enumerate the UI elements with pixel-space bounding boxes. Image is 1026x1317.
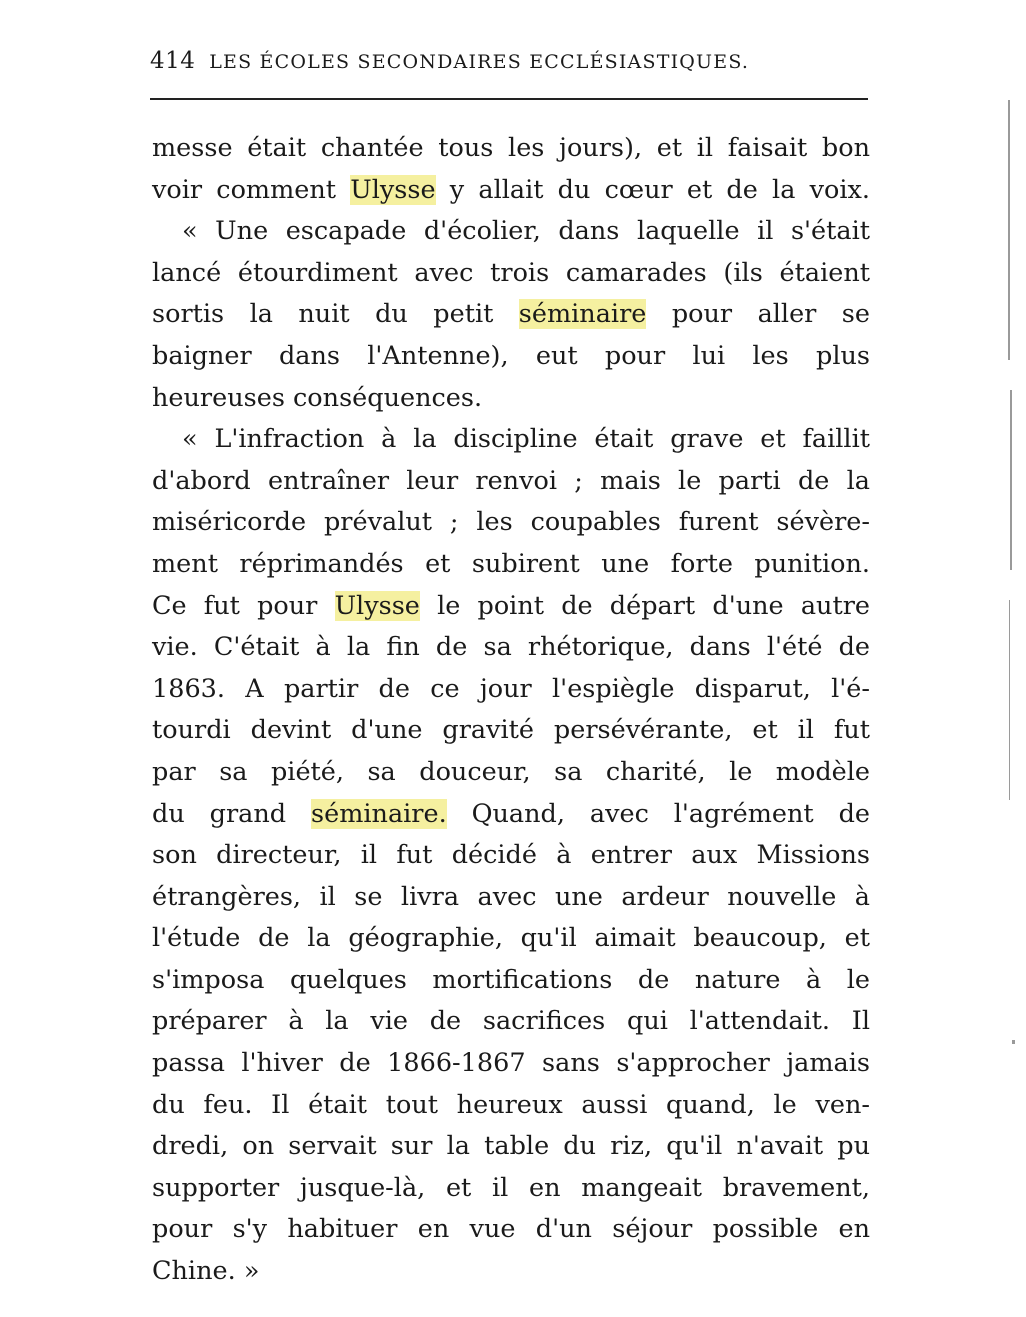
text-line	[152, 461, 870, 503]
text-run: du grand	[152, 798, 312, 829]
text-run: pour s'y habituer en vue d'un séjour possible en	[152, 1214, 870, 1245]
text-line	[152, 253, 870, 295]
text-run: par sa piété, sa douceur, sa charité, le modèle	[152, 756, 870, 787]
page-header	[150, 48, 870, 74]
running-title: LES ÉCOLES SECONDAIRES ECCLÉSIASTIQUES.	[209, 51, 750, 73]
text-run: étrangères, il se livra avec une ardeur nouvelle à	[152, 881, 870, 912]
header-rule	[150, 98, 868, 100]
text-line	[152, 877, 870, 919]
text-line	[152, 419, 870, 461]
text-run: sortis la nuit du petit	[152, 299, 519, 330]
text-run: dredi, on servait sur la table du riz, qu'il n'avait pu	[152, 1131, 870, 1162]
text-run: miséricorde prévalut ; les coupables furent sévère-	[152, 507, 870, 538]
text-run: tourdi devint d'une gravité persévérante, et il fut	[152, 715, 870, 746]
text-line	[152, 710, 870, 752]
text-line	[152, 918, 870, 960]
text-line	[152, 1085, 870, 1127]
text-line	[152, 294, 870, 336]
text-run: ment réprimandés et subirent une forte punition.	[152, 548, 870, 579]
text-run: « L'infraction à la discipline était grave et faillit	[182, 424, 870, 455]
text-line	[152, 960, 870, 1002]
text-run: Quand, avec l'agrément de	[446, 798, 870, 829]
text-run: heureuses conséquences.	[152, 382, 483, 413]
text-line	[152, 502, 870, 544]
text-run: d'abord entraîner leur renvoi ; mais le parti de la	[152, 465, 870, 496]
text-line	[152, 794, 870, 836]
text-line	[152, 752, 870, 794]
text-run: « Une escapade d'écolier, dans laquelle il s'était	[182, 216, 870, 247]
highlighted-term: Ulysse	[350, 174, 436, 205]
text-line	[152, 1043, 870, 1085]
text-line	[152, 1001, 870, 1043]
text-line	[152, 1209, 870, 1251]
text-run: son directeur, il fut décidé à entrer aux Missions	[152, 840, 870, 871]
text-run: Ce fut pour	[152, 590, 335, 621]
text-body	[152, 128, 870, 1293]
highlighted-term: Ulysse	[334, 590, 420, 621]
text-run: préparer à la vie de sacrifices qui l'attendait. Il	[152, 1006, 870, 1037]
text-run: baigner dans l'Antenne), eut pour lui les plus	[152, 340, 870, 371]
text-run: s'imposa quelques mortifications de nature à le	[152, 964, 870, 995]
text-run: pour aller se	[646, 299, 870, 330]
highlighted-term: séminaire	[518, 299, 647, 330]
text-run: l'étude de la géographie, qu'il aimait beaucoup, et	[152, 923, 870, 954]
text-run: supporter jusque-là, et il en mangeait bravement,	[152, 1172, 870, 1203]
text-line	[152, 627, 870, 669]
text-run: Chine. »	[152, 1256, 260, 1287]
text-run: vie. C'était à la fin de sa rhétorique, dans l'été de	[152, 632, 870, 663]
text-line	[152, 211, 870, 253]
text-run: 1863. A partir de ce jour l'espiègle disparut, l'é-	[152, 673, 870, 704]
text-run: passa l'hiver de 1866-1867 sans s'approcher jamais	[152, 1048, 870, 1079]
text-line	[152, 378, 870, 420]
text-line	[152, 586, 870, 628]
text-run: le point de départ d'une autre	[419, 590, 870, 621]
text-line	[152, 1168, 870, 1210]
text-run: voir comment	[152, 174, 351, 205]
text-line	[152, 1126, 870, 1168]
text-line	[152, 669, 870, 711]
text-line	[152, 336, 870, 378]
text-line	[152, 170, 870, 212]
text-run: du feu. Il était tout heureux aussi quand, le ven-	[152, 1089, 870, 1120]
page-number: 414	[150, 48, 196, 74]
highlighted-term: séminaire.	[311, 798, 447, 829]
text-run: messe était chantée tous les jours), et il faisait bon	[152, 133, 870, 163]
text-line	[152, 544, 870, 586]
text-run: lancé étourdiment avec trois camarades (ils étaient	[152, 257, 870, 288]
text-line	[152, 128, 870, 170]
text-line	[152, 835, 870, 877]
text-line	[152, 1251, 870, 1293]
scan-margin-specks	[986, 60, 1026, 1160]
text-run: y allait du cœur et de la voix.	[435, 174, 870, 205]
